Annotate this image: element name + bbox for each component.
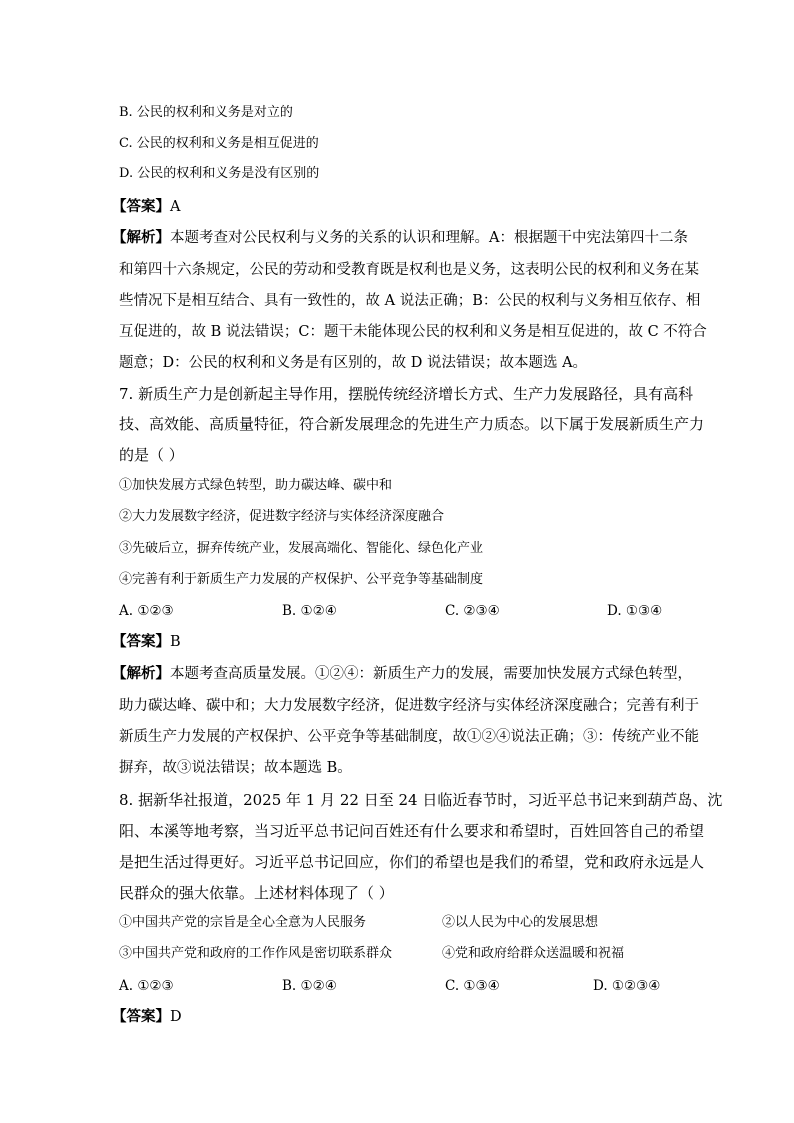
q8-choice-a: A. ①②③ <box>119 978 174 994</box>
q7-stem-line-1: 7. 新质生产力是创新起主导作用，摆脱传统经济增长方式、生产力发展路径，具有高科 <box>119 385 694 403</box>
q7-choice-b: B. ①②④ <box>282 603 337 619</box>
answer-value: A <box>170 199 181 215</box>
analysis-label: 【解析】 <box>112 229 170 246</box>
q7-analysis-line-1: 【解析】本题考查高质量发展。①②④：新质生产力的发展，需要加快发展方式绿色转型， <box>112 665 692 682</box>
q8-stem-line-1: 8. 据新华社报道，2025 年 1 月 22 日至 24 日临近春节时，习近平总书记来到葫芦岛、沈 <box>119 791 723 809</box>
answer-label: 【答案】 <box>112 633 170 650</box>
q6-analysis-line-4: 互促进的，故 B 说法错误；C：题干未能体现公民的权利和义务是相互促进的，故 C 不符合 <box>119 324 707 340</box>
q6-option-d: D. 公民的权利和义务是没有区别的 <box>119 166 320 181</box>
q8-stem-line-4: 民群众的强大依靠。上述材料体现了（ ） <box>119 884 394 902</box>
q7-choice-c: C. ②③④ <box>445 603 500 619</box>
q7-analysis-line-4: 摒弃，故③说法错误；故本题选 B。 <box>119 760 352 776</box>
q7-stem-line-2: 技、高效能、高质量特征，符合新发展理念的先进生产力质态。以下属于发展新质生产力 <box>119 415 705 433</box>
q8-stem-line-3: 是把生活过得更好。习近平总书记回应，你们的希望也是我们的希望，党和政府永远是人 <box>119 853 705 871</box>
q7-choice-d: D. ①③④ <box>607 603 663 619</box>
q7-item-2: ②大力发展数字经济，促进数字经济与实体经济深度融合 <box>119 509 445 524</box>
q8-choice-c: C. ①③④ <box>445 978 500 994</box>
q6-analysis-line-2: 和第四十六条规定，公民的劳动和受教育既是权利也是义务，这表明公民的权利和义务在某 <box>119 262 699 278</box>
q8-item-1: ①中国共产党的宗旨是全心全意为人民服务 <box>119 915 367 930</box>
q8-item-4: ④党和政府给群众送温暖和祝福 <box>442 946 625 961</box>
q6-analysis-line-1: 【解析】本题考查对公民权利与义务的关系的认识和理解。A：根据题干中宪法第四十二条 <box>112 229 688 246</box>
q7-analysis-line-2: 助力碳达峰、碳中和；大力发展数字经济，促进数字经济与实体经济深度融合；完善有利于 <box>119 698 699 714</box>
answer-label: 【答案】 <box>112 1008 170 1025</box>
q7-item-4: ④完善有利于新质生产力发展的产权保护、公平竞争等基础制度 <box>119 572 484 587</box>
q7-stem-line-3: 的是（ ） <box>119 446 184 464</box>
q7-item-3: ③先破后立，摒弃传统产业，发展高端化、智能化、绿色化产业 <box>119 541 484 556</box>
q8-stem-line-2: 阳、本溪等地考察，当习近平总书记问百姓还有什么要求和希望时，百姓回答自己的希望 <box>119 822 705 840</box>
q8-answer <box>112 1007 182 1027</box>
q8-item-2: ②以人民为中心的发展思想 <box>442 915 599 930</box>
answer-value: D <box>170 1009 182 1025</box>
analysis-label: 【解析】 <box>112 665 170 682</box>
q6-answer <box>112 197 180 217</box>
q8-choice-d: D. ①②③④ <box>593 978 661 994</box>
q6-analysis-line-3: 些情况下是相互结合、具有一致性的，故 A 说法正确；B：公民的权利与义务相互依存、相 <box>119 293 701 309</box>
answer-value: B <box>170 634 181 650</box>
q6-analysis-line-5: 题意；D：公民的权利和义务是有区别的，故 D 说法错误；故本题选 A。 <box>119 355 588 371</box>
q7-choice-a: A. ①②③ <box>119 603 174 619</box>
answer-label: 【答案】 <box>112 198 170 215</box>
q6-option-b: B. 公民的权利和义务是对立的 <box>119 105 293 120</box>
q8-choice-b: B. ①②④ <box>282 978 337 994</box>
q7-item-1: ①加快发展方式绿色转型，助力碳达峰、碳中和 <box>119 478 393 493</box>
q8-item-3: ③中国共产党和政府的工作作风是密切联系群众 <box>119 946 393 961</box>
q7-answer <box>112 632 181 652</box>
q7-analysis-line-3: 新质生产力发展的产权保护、公平竞争等基础制度，故①②④说法正确；③：传统产业不能 <box>119 729 699 745</box>
q6-option-c: C. 公民的权利和义务是相互促进的 <box>119 136 319 151</box>
